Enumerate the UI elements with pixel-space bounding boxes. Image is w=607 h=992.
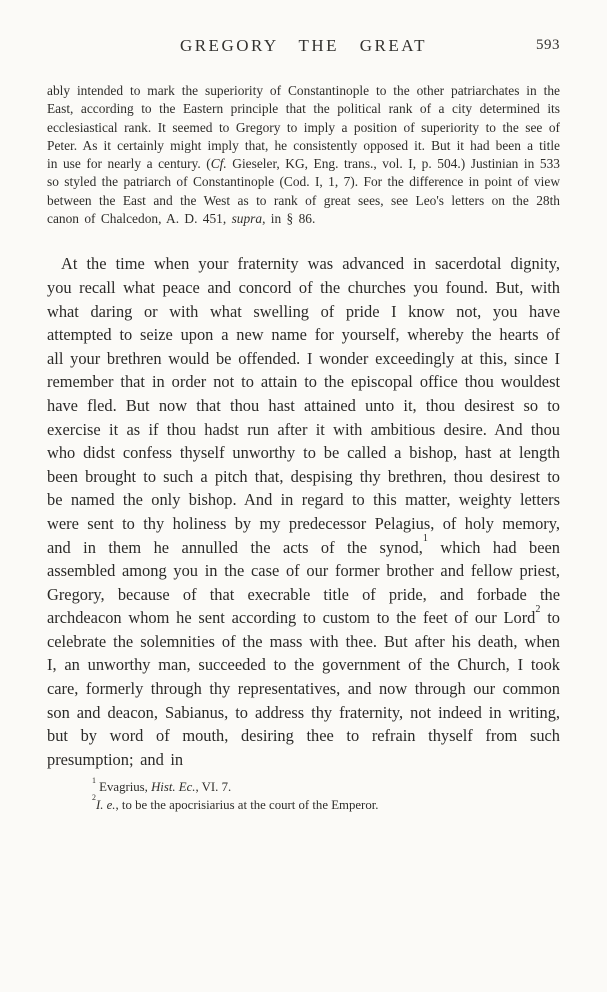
text-segment: Hist. Ec. [151, 780, 196, 795]
text-segment: , to be the apocrisiarius at the court of the Emperor. [115, 797, 379, 812]
text-segment: ably intended to mark the superiority of Constantinople to the other patriarchates in the East, according to the Eastern principle that the political rank of a city determined its ecclesiastical rank. It seemed to Gregory to imply a position of superiority to the see of Peter. As it certainly might imply that, he consistently opposed it. But it had been a title in use for nearly a century. ( [47, 83, 560, 172]
footnote [92, 793, 560, 815]
footnote-ref: 1 [422, 533, 428, 545]
footnotes [47, 775, 560, 814]
text-segment: , in § 86. [262, 211, 316, 227]
text-segment: Evagrius, [95, 780, 152, 795]
text-segment: which had been assembled among you in the case of our former brother and fellow priest, Gregory, because of that execrable title of pride, and forbade the archdeacon whom he sent according to custom to the feet of our Lord [47, 537, 560, 628]
text-segment: to celebrate the solemnities of the mass with thee. But after his death, when I, an unworthy man, succeeded to the government of the Church, I took care, formerly through thy representatives, and now through our common son and deacon, Sabianus, to address thy fraternity, not indeed in writing, but by word of mouth, desiring thee to refrain thyself from such presumption; and in [47, 608, 560, 769]
text-segment: supra [231, 211, 263, 227]
text-segment: Gieseler, KG, Eng. trans., vol. I, p. 504.) Justinian in 533 so styled the patriarch of Constantinople (Cod. I, 1, 7). For the difference in point of view between the East and the West as to rank of great sees, see Leo's letters on the 28th canon of Chalcedon, A. D. 451, [47, 156, 560, 227]
footnote-marker: 1 [92, 775, 96, 785]
page-number: 593 [536, 37, 560, 53]
running-head [47, 36, 560, 56]
footnote-marker: 2 [92, 793, 96, 803]
text-segment: , VI. 7. [195, 780, 232, 795]
text-segment: I. e. [95, 797, 116, 812]
text-segment: Cf. [210, 156, 227, 172]
footnote-ref: 2 [535, 604, 541, 616]
page-title: GREGORY THE GREAT [179, 36, 428, 55]
text-segment: At the time when your fraternity was advanced in sacerdotal dignity, you recall what peace and concord of the churches you found. But, with what daring or with what swelling of pride I know not, you have attempted to seize upon a new name for yourself, whereby the hearts of all your brethren would be offended. I wonder exceedingly at this, since I remember that in order not to attain to the episcopal office thou wouldest have fled. But now that thou hast attained unto it, thou desirest so to exercise it as if thou hadst run after it with ambitious desire. And thou who didst confess thyself unworthy to be called a bishop, hast at length been brought to such a pitch that, despising thy brethren, thou desirest to be named the only bishop. And in regard to this matter, weighty letters were sent to thy holiness by my predecessor Pelagius, of holy memory, and in them he annulled the acts of the synod, [47, 254, 560, 557]
editorial-note [47, 82, 560, 228]
footnote [92, 775, 560, 797]
body-paragraph [47, 252, 560, 771]
